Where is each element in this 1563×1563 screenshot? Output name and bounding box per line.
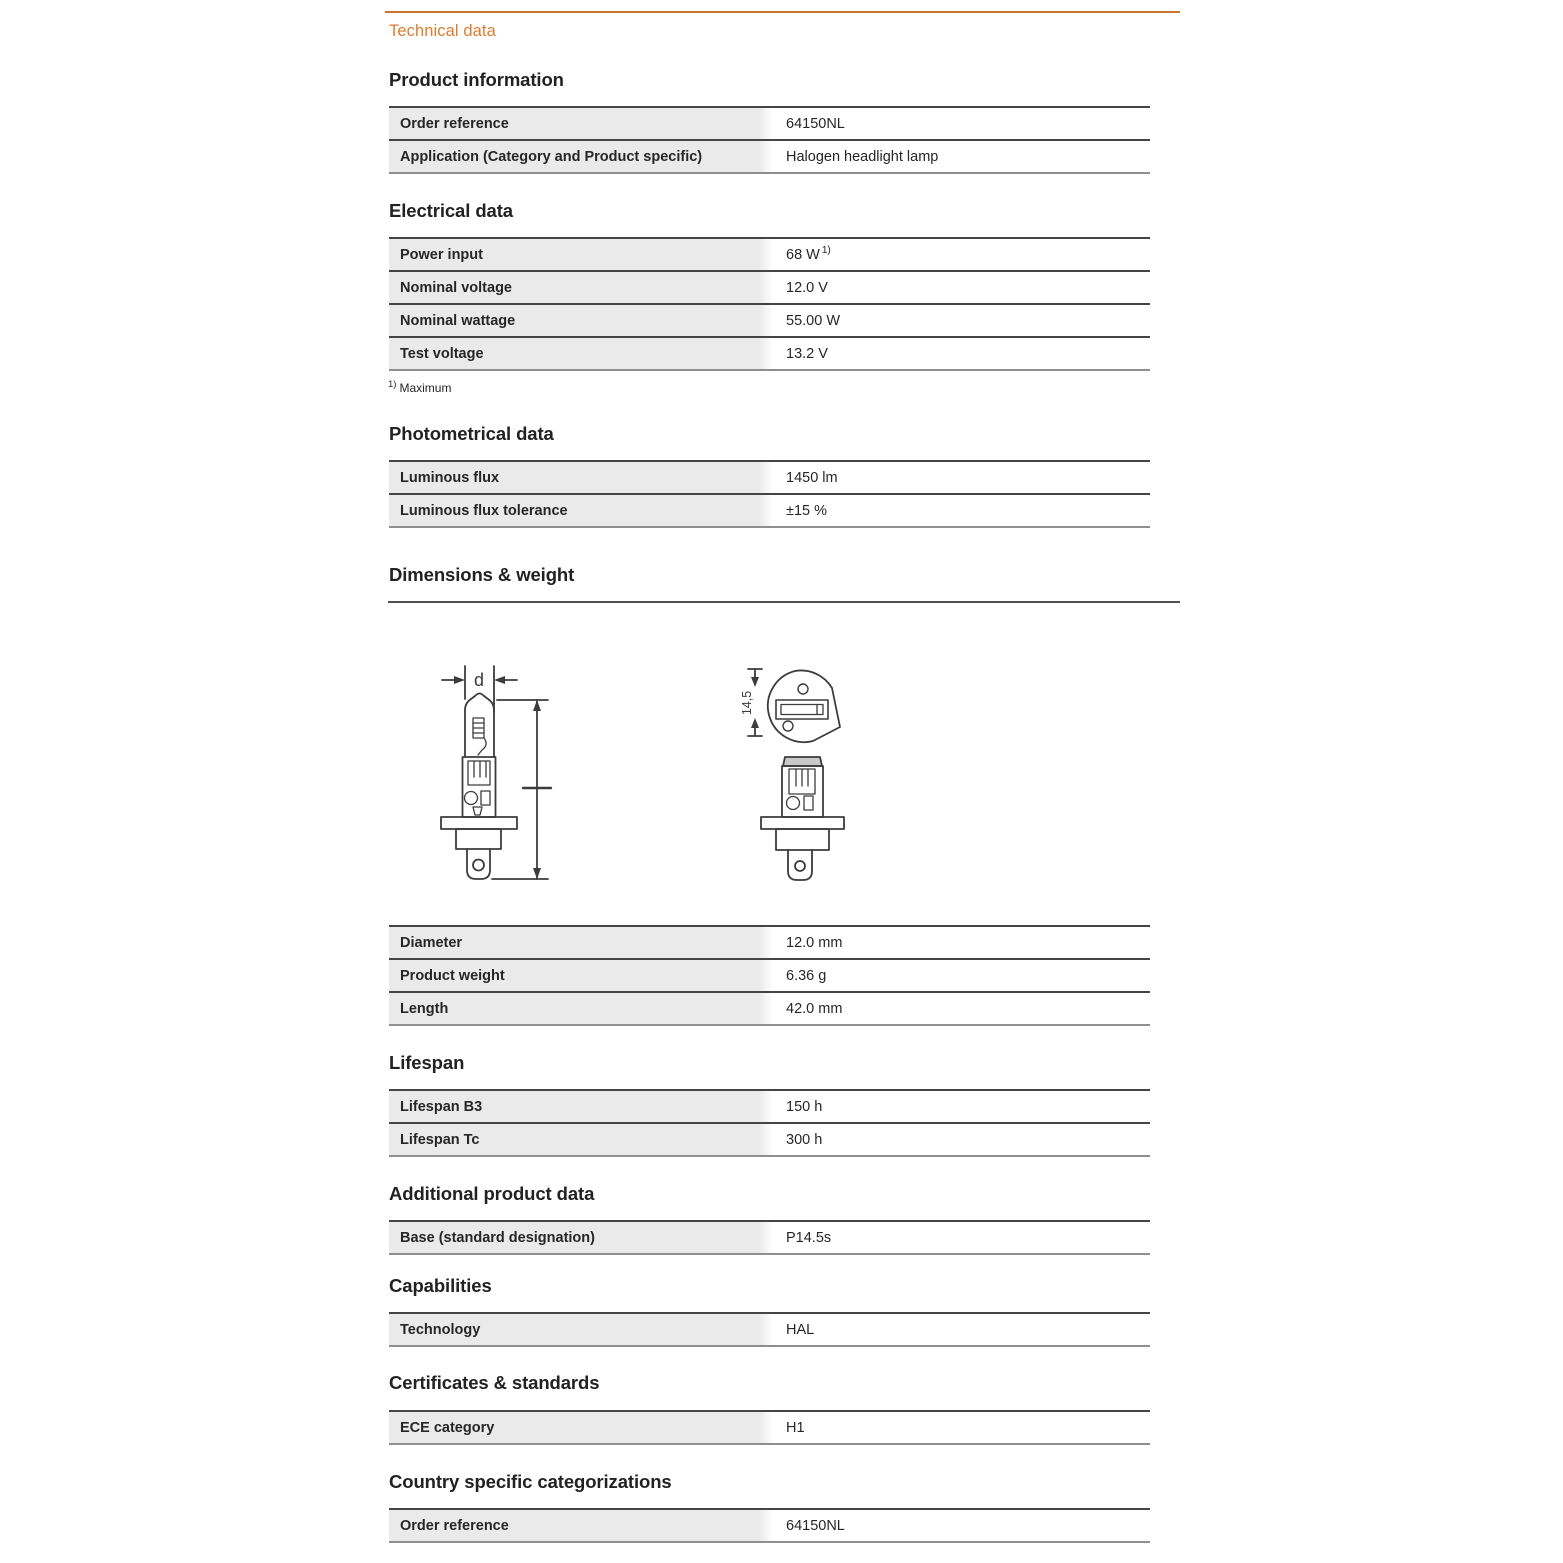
footnote-text: Maximum — [399, 381, 452, 395]
row-value: 64150NL — [786, 1517, 845, 1534]
row-value: H1 — [786, 1419, 805, 1436]
row-label: Luminous flux tolerance — [389, 495, 773, 526]
row-label: Length — [389, 993, 773, 1024]
section-title-lifespan: Lifespan — [389, 1052, 465, 1073]
tab-underline-rule — [385, 11, 1180, 13]
row-label: Test voltage — [389, 338, 773, 369]
row-label: Order reference — [389, 108, 773, 139]
row-label: Lifespan B3 — [389, 1091, 773, 1122]
diameter-label: d — [473, 670, 485, 690]
row-label: Nominal wattage — [389, 305, 773, 336]
row-value-text: 68 W — [786, 246, 820, 263]
table-row — [389, 1314, 1150, 1347]
section-title-country-specific-categorizations: Country specific categorizations — [389, 1471, 672, 1492]
row-label: Nominal voltage — [389, 272, 773, 303]
section-title-photometrical-data: Photometrical data — [389, 423, 554, 444]
table-row — [389, 141, 1150, 174]
table-row — [389, 1510, 1150, 1543]
section-title-additional-product-data: Additional product data — [389, 1183, 595, 1204]
table-row — [389, 462, 1150, 495]
row-value: 12.0 mm — [786, 934, 843, 951]
footnote — [388, 379, 451, 395]
row-label: Order reference — [389, 1510, 773, 1541]
section-title-product-information: Product information — [389, 69, 564, 90]
lifespan-table — [389, 1089, 1150, 1157]
row-label: Application (Category and Product specific) — [389, 141, 773, 172]
photometrical-data-table — [389, 460, 1150, 528]
table-row — [389, 1091, 1150, 1124]
dimensions-weight-table — [389, 925, 1150, 1026]
table-row — [389, 272, 1150, 305]
row-value: 13.2 V — [786, 345, 828, 362]
additional-product-data-table — [389, 1220, 1150, 1255]
section-title-capabilities: Capabilities — [389, 1275, 492, 1296]
row-label: Lifespan Tc — [389, 1124, 773, 1155]
row-label: Power input — [389, 239, 773, 270]
row-value: 6.36 g — [786, 967, 827, 984]
plate-height-label: 14,5 — [740, 690, 754, 716]
section-title-dimensions-weight: Dimensions & weight — [389, 564, 575, 585]
row-value: 42.0 mm — [786, 1000, 843, 1017]
table-row — [389, 239, 1150, 272]
footnote-marker: 1) — [821, 244, 831, 256]
bulb-dimension-drawing — [385, 600, 1180, 930]
row-value: Halogen headlight lamp — [786, 148, 939, 165]
product-information-table — [389, 106, 1150, 174]
certificates-standards-table — [389, 1410, 1150, 1445]
row-label: Product weight — [389, 960, 773, 991]
electrical-data-table — [389, 237, 1150, 371]
table-row — [389, 495, 1150, 528]
table-row — [389, 960, 1150, 993]
section-title-electrical-data: Electrical data — [389, 200, 513, 221]
row-value: 12.0 V — [786, 279, 828, 296]
table-row — [389, 927, 1150, 960]
table-row — [389, 1412, 1150, 1445]
capabilities-table — [389, 1312, 1150, 1347]
table-row — [389, 108, 1150, 141]
row-value: ±15 % — [786, 502, 828, 519]
section-title-certificates-standards: Certificates & standards — [389, 1372, 600, 1393]
row-label: Base (standard designation) — [389, 1222, 773, 1253]
row-label: ECE category — [389, 1412, 773, 1443]
row-value: P14.5s — [786, 1229, 832, 1246]
table-row — [389, 1124, 1150, 1157]
table-row — [389, 993, 1150, 1026]
row-value: 300 h — [786, 1131, 823, 1148]
row-label: Diameter — [389, 927, 773, 958]
country-specific-categorizations-table — [389, 1508, 1150, 1543]
row-value: HAL — [786, 1321, 815, 1338]
table-row — [389, 1222, 1150, 1255]
row-value: 64150NL — [786, 115, 845, 132]
row-value: 55.00 W — [786, 312, 840, 329]
table-row — [389, 305, 1150, 338]
table-row — [389, 338, 1150, 371]
row-value: 1450 lm — [786, 469, 838, 486]
tab-technical-data[interactable]: Technical data — [389, 22, 496, 40]
row-label: Technology — [389, 1314, 773, 1345]
row-value: 150 h — [786, 1098, 823, 1115]
row-label: Luminous flux — [389, 462, 773, 493]
footnote-marker: 1) — [388, 379, 397, 390]
row-value — [773, 244, 1150, 263]
